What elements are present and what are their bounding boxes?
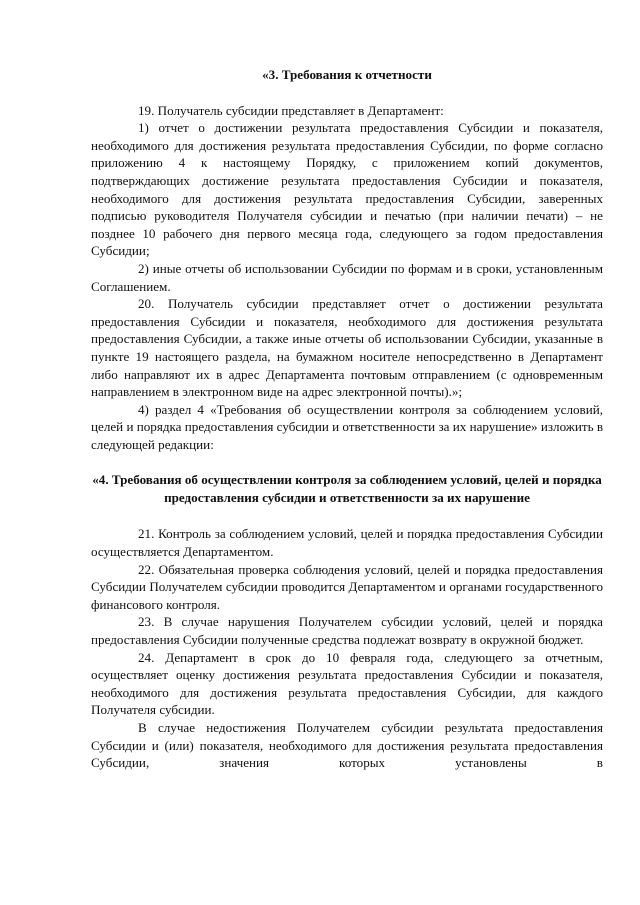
section-4-heading: «4. Требования об осуществлении контроля за соблюдением условий, целей и порядка предоставления субсидии и ответственности за их нарушение	[92, 472, 602, 506]
document-page	[91, 66, 603, 772]
paragraph-19-item-2: 2) иные отчеты об использовании Субсидии по формам и в сроки, установленным Соглашением.	[91, 260, 603, 294]
paragraph-20: 20. Получатель субсидии представляет отчет о достижении результата предоставления Субсидии и показателя, необходимого для достижения результата предоставления Субсидии, а также иные отчеты об использовании Субсидии, указанные в пункте 19 настоящего раздела, на бумажном носителе непосредственно в Департамент либо направляют их в адрес Департамента почтовым отправлением (с одновременным направлением в электронном виде на адрес электронной почты).»;	[91, 296, 603, 400]
paragraph-22: 22. Обязательная проверка соблюдения условий, целей и порядка предоставления Субсидии Получателем субсидии проводится Департаментом и органами государственного финансового контроля.	[91, 561, 603, 612]
paragraph-21: 21. Контроль за соблюдением условий, целей и порядка предоставления Субсидии осуществляется Департаментом.	[91, 526, 603, 560]
paragraph-19-item-1: 1) отчет о достижении результата предоставления Субсидии и показателя, необходимого для достижения результата предоставления Субсидии, по форме согласно приложению 4 к настоящему Порядку, с приложением копий документов, подтверждающих достижение результата предоставления Субсидии и показателя, необходимого для достижения результата предоставления Субсидии, заверенных подписью руководителя Получателя субсидии и печатью (при наличии печати) – не позднее 10 рабочего дня первого месяца года, следующего за годом предоставления Субсидии;	[91, 120, 603, 259]
paragraph-23: 23. В случае нарушения Получателем субсидии условий, целей и порядка предоставления Субсидии полученные средства подлежат возврату в окружной бюджет.	[91, 614, 603, 648]
paragraph-24: 24. Департамент в срок до 10 февраля года, следующего за отчетным, осуществляет оценку достижения результата предоставления Субсидии и показателя, необходимого для достижения результата предоставления Субсидии, для каждого Получателя субсидии.	[91, 649, 603, 718]
section-3-heading: «3. Требования к отчетности	[262, 67, 432, 82]
paragraph-19-intro: 19. Получатель субсидии представляет в Департамент:	[138, 102, 444, 118]
paragraph-amendment-4: 4) раздел 4 «Требования об осуществлении контроля за соблюдением условий, целей и порядка предоставления субсидии и ответственности за их нарушение» изложить в следующей редакции:	[91, 401, 603, 452]
paragraph-24-continuation: В случае недостижения Получателем субсидии результата предоставления Субсидии и (или) показателя, необходимого для достижения результата предоставления Субсидии, значения которых установлены в	[91, 720, 603, 771]
